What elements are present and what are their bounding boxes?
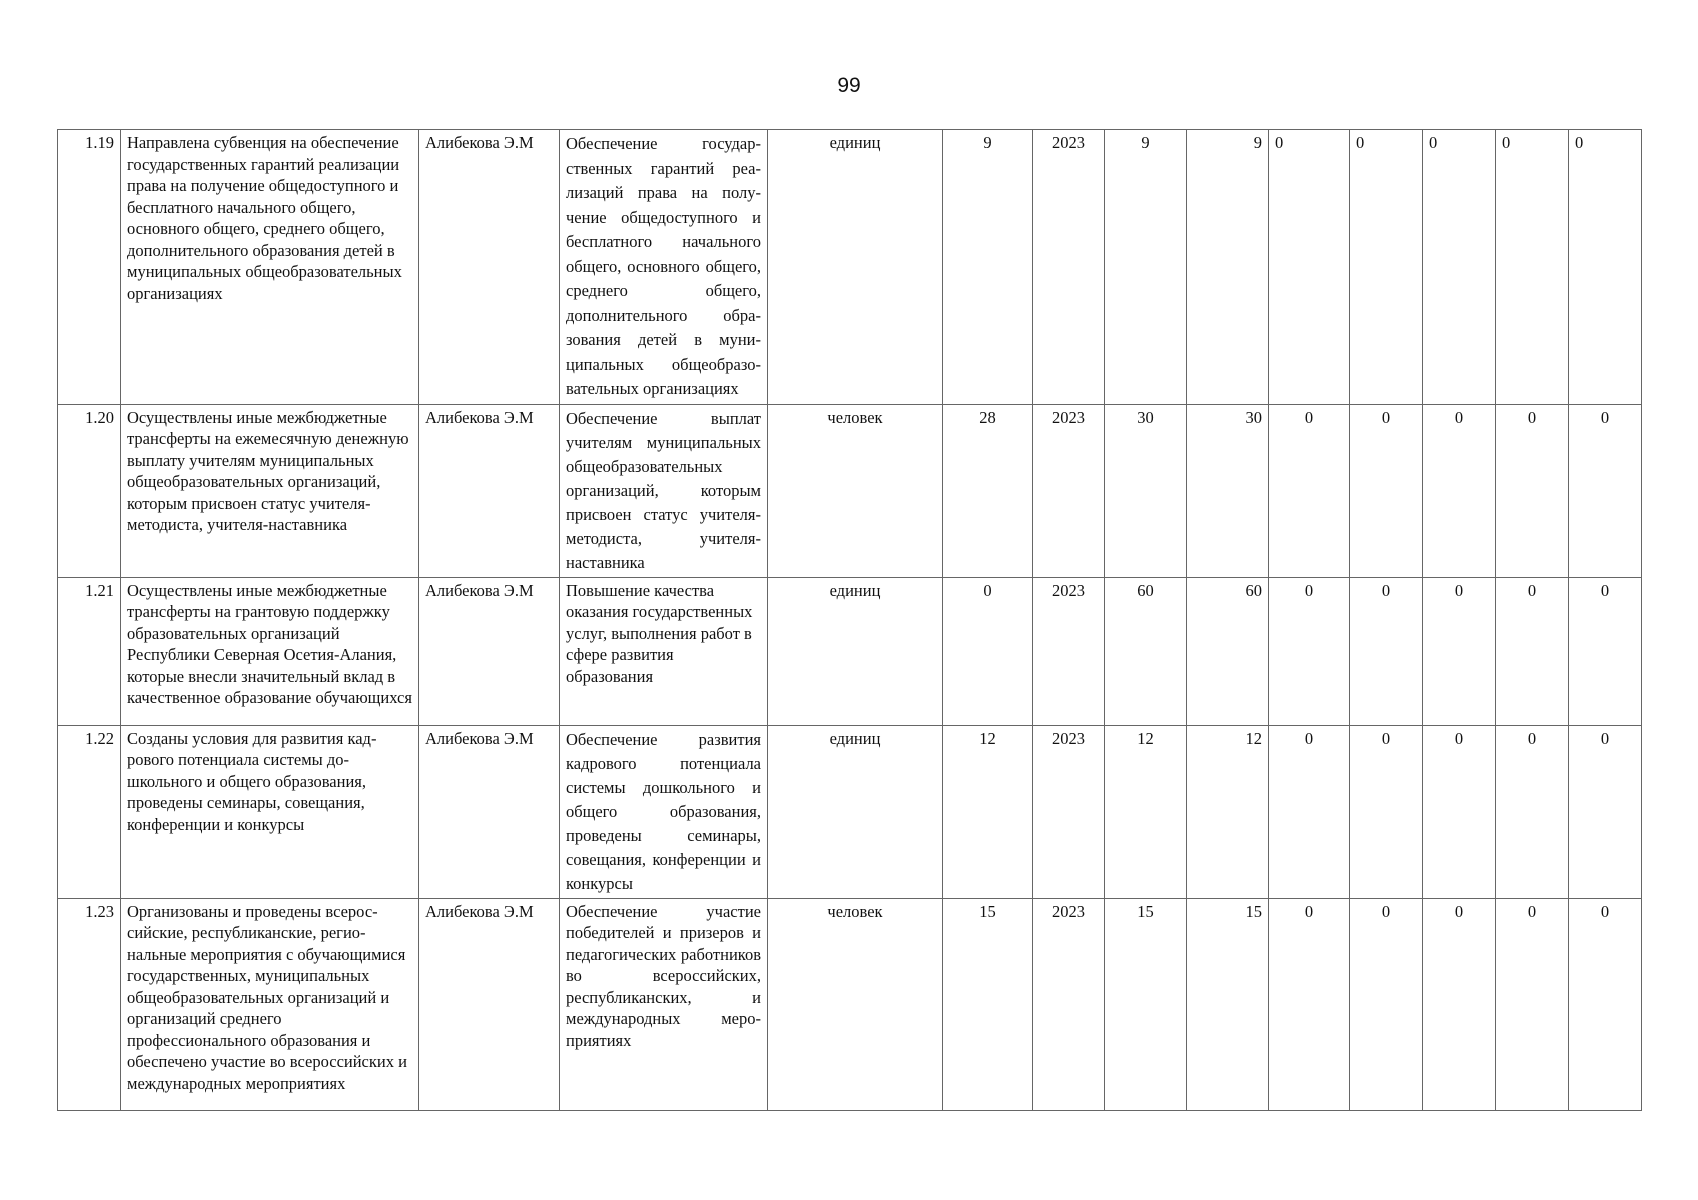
responsible-person: Алибекова Э.М (419, 130, 560, 405)
responsible-person: Алибекова Э.М (419, 725, 560, 898)
row-number: 1.22 (58, 725, 121, 898)
responsible-person: Алибекова Э.М (419, 577, 560, 725)
table-row (58, 725, 1642, 898)
table-row (58, 404, 1642, 577)
value-cell: 12 (1105, 725, 1187, 898)
event-goal: Повышение качества оказания государственных услуг, выполнения работ в сфере развития образования (560, 577, 768, 725)
value-cell: 9 (1187, 130, 1269, 405)
event-goal: Обеспечение развития кадрового потенциала системы дошкольного и общего образования, проведены семинары, совещания, конференции и конкурсы (560, 725, 768, 898)
value-cell: 0 (1269, 898, 1350, 1110)
unit-of-measure: единиц (768, 130, 943, 405)
responsible-person: Алибекова Э.М (419, 898, 560, 1110)
value-cell: 0 (1423, 898, 1496, 1110)
base-value: 0 (943, 577, 1033, 725)
value-cell: 0 (1496, 577, 1569, 725)
base-value: 15 (943, 898, 1033, 1110)
row-number: 1.23 (58, 898, 121, 1110)
event-description: Осуществлены иные межбюджетные трансферты на грантовую поддержку образовательных организаций Республики Северная Осетия-Алания, которые внесли значительный вклад в качественное образование обучающихся (121, 577, 419, 725)
value-cell: 0 (1350, 130, 1423, 405)
table-row (58, 130, 1642, 405)
value-cell: 0 (1350, 725, 1423, 898)
value-cell: 0 (1269, 725, 1350, 898)
value-cell: 0 (1569, 898, 1642, 1110)
value-cell: 0 (1423, 130, 1496, 405)
value-cell: 0 (1423, 725, 1496, 898)
table-row (58, 898, 1642, 1110)
base-year: 2023 (1033, 577, 1105, 725)
value-cell: 0 (1569, 130, 1642, 405)
event-description: Созданы условия для развития кадрового потенциала системы дошкольного и общего образования, проведены семинары, совещания, конференции и конкурсы (121, 725, 419, 898)
row-number: 1.20 (58, 404, 121, 577)
base-value: 9 (943, 130, 1033, 405)
event-goal: Обеспечение выплат учителям муниципальных общеобразовательных организаций, которым присвоен статус учителя-методиста, учителя-наставника (560, 404, 768, 577)
value-cell: 60 (1187, 577, 1269, 725)
indicators-table (57, 129, 1642, 1111)
value-cell: 0 (1423, 404, 1496, 577)
base-year: 2023 (1033, 404, 1105, 577)
event-description: Направлена субвенция на обеспечение государственных гарантий реализации права на получение общедоступного и бесплатного начального общего, основного общего, среднего общего, дополнительного образования детей в муниципальных общеобразовательных организациях (121, 130, 419, 405)
value-cell: 0 (1496, 404, 1569, 577)
value-cell: 15 (1187, 898, 1269, 1110)
value-cell: 0 (1269, 577, 1350, 725)
event-description: Организованы и проведены всероссийские, республиканские, региональные мероприятия с обучающимися государственных, муниципальных общеобразовательных организаций и организаций среднего профессионального образования и обеспечено участие во всероссийских и международных мероприятиях (121, 898, 419, 1110)
value-cell: 0 (1496, 725, 1569, 898)
value-cell: 0 (1350, 577, 1423, 725)
event-goal: Обеспечение участие победителей и призеров и педагогических работников во всероссийских, республиканских, и международных мероприятиях (560, 898, 768, 1110)
page-number: 99 (837, 74, 861, 97)
row-number: 1.21 (58, 577, 121, 725)
value-cell: 0 (1350, 898, 1423, 1110)
base-value: 28 (943, 404, 1033, 577)
value-cell: 15 (1105, 898, 1187, 1110)
value-cell: 0 (1269, 130, 1350, 405)
value-cell: 0 (1569, 725, 1642, 898)
table-row (58, 577, 1642, 725)
value-cell: 0 (1350, 404, 1423, 577)
unit-of-measure: единиц (768, 725, 943, 898)
base-year: 2023 (1033, 725, 1105, 898)
value-cell: 12 (1187, 725, 1269, 898)
unit-of-measure: единиц (768, 577, 943, 725)
value-cell: 60 (1105, 577, 1187, 725)
unit-of-measure: человек (768, 898, 943, 1110)
base-year: 2023 (1033, 898, 1105, 1110)
value-cell: 0 (1569, 577, 1642, 725)
value-cell: 30 (1105, 404, 1187, 577)
base-value: 12 (943, 725, 1033, 898)
value-cell: 0 (1496, 898, 1569, 1110)
value-cell: 0 (1423, 577, 1496, 725)
event-description: Осуществлены иные межбюджетные трансферты на ежемесячную денежную выплату учителям муниципальных общеобразовательных организаций, которым присвоен статус учителя-методиста, учителя-наставника (121, 404, 419, 577)
responsible-person: Алибекова Э.М (419, 404, 560, 577)
value-cell: 9 (1105, 130, 1187, 405)
value-cell: 30 (1187, 404, 1269, 577)
value-cell: 0 (1496, 130, 1569, 405)
base-year: 2023 (1033, 130, 1105, 405)
value-cell: 0 (1569, 404, 1642, 577)
value-cell: 0 (1269, 404, 1350, 577)
row-number: 1.19 (58, 130, 121, 405)
unit-of-measure: человек (768, 404, 943, 577)
event-goal: Обеспечение государственных гарантий реализаций права на получение общедоступного и бесплатного начального общего, основного общего, среднего общего, дополнительного образования детей в муниципальных общеобразовательных организациях (560, 130, 768, 405)
